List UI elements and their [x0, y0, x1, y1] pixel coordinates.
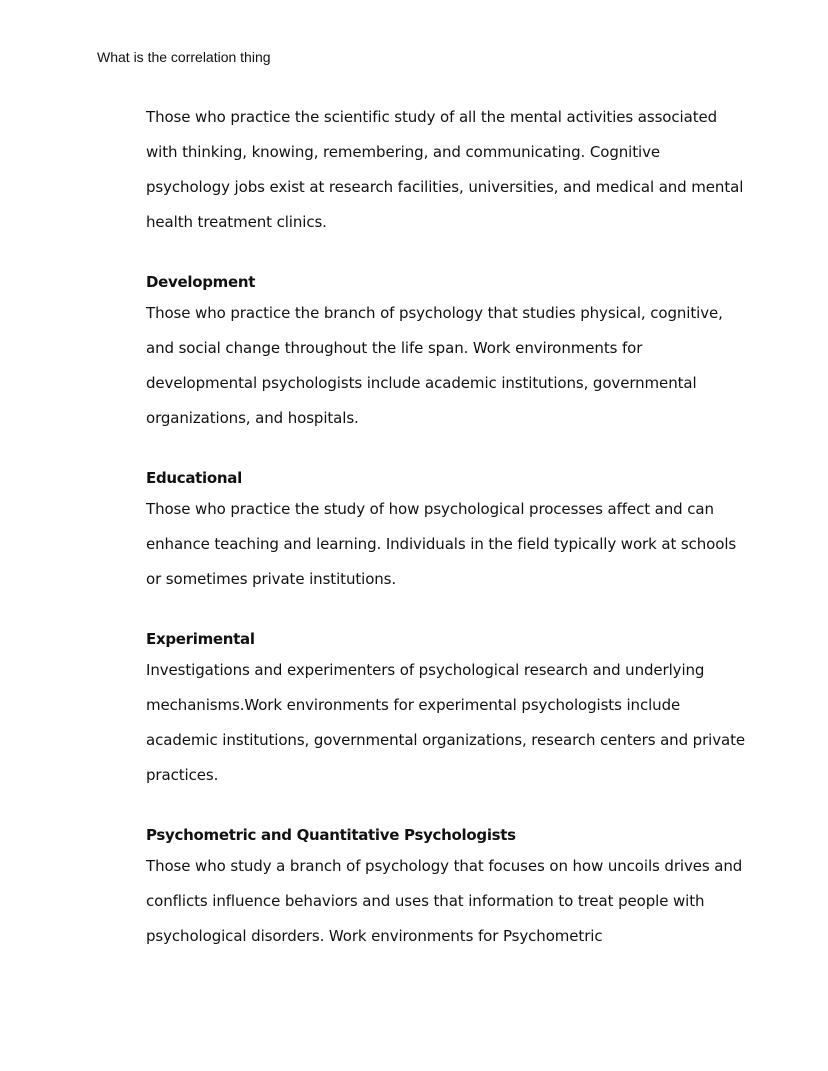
section-title: Development [146, 273, 256, 291]
section-educational [146, 464, 746, 597]
section-body: Investigations and experimenters of psychological research and underlying mechanisms.Work environments for experimental psychologists include academic institutions, governmental organizations, research centers and private practices. [146, 661, 746, 784]
section-development [146, 268, 746, 436]
section-title: Psychometric and Quantitative Psychologists [146, 826, 516, 844]
document-body [146, 100, 746, 954]
section-body: Those who study a branch of psychology that focuses on how uncoils drives and conflicts influence behaviors and uses that information to treat people with psychological disorders. Work environments for Psychometric [146, 857, 743, 945]
section-title: Educational [146, 469, 242, 487]
page-header: What is the correlation thing [97, 49, 271, 65]
section-body: Those who practice the branch of psychology that studies physical, cognitive, and social change throughout the life span. Work environments for developmental psychologists include academic institutions, governmental organizations, and hospitals. [146, 304, 723, 427]
section-experimental [146, 625, 746, 793]
section-title: Experimental [146, 630, 255, 648]
section-body: Those who practice the study of how psychological processes affect and can enhance teaching and learning. Individuals in the field typically work at schools or sometimes private institutions. [146, 500, 737, 588]
intro-paragraph: Those who practice the scientific study of all the mental activities associated with thinking, knowing, remembering, and communicating. Cognitive psychology jobs exist at research facilities, universities, and medical and mental health treatment clinics. [146, 108, 744, 231]
section-psychometric [146, 821, 746, 954]
